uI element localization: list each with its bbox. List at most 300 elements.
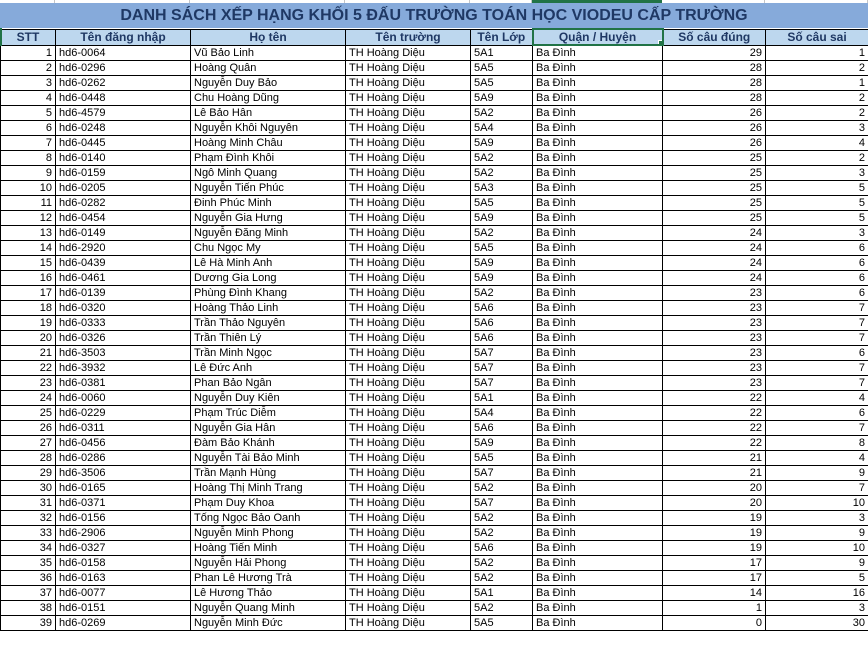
cell-username[interactable]: hd6-2920 [56, 241, 191, 256]
cell-class[interactable]: 5A2 [471, 106, 533, 121]
cell-district[interactable]: Ba Đình [533, 586, 663, 601]
cell-school[interactable]: TH Hoàng Diệu [346, 511, 471, 526]
cell-correct[interactable]: 23 [663, 361, 766, 376]
cell-district[interactable]: Ba Đình [533, 451, 663, 466]
cell-class[interactable]: 5A2 [471, 151, 533, 166]
cell-school[interactable]: TH Hoàng Diệu [346, 361, 471, 376]
cell-stt[interactable]: 31 [1, 496, 56, 511]
cell-fullname[interactable]: Đinh Phúc Minh [191, 196, 346, 211]
cell-username[interactable]: hd6-0159 [56, 166, 191, 181]
cell-stt[interactable]: 25 [1, 406, 56, 421]
cell-correct[interactable]: 23 [663, 301, 766, 316]
cell-stt[interactable]: 5 [1, 106, 56, 121]
cell-stt[interactable]: 7 [1, 136, 56, 151]
cell-fullname[interactable]: Chu Hoàng Dũng [191, 91, 346, 106]
cell-district[interactable]: Ba Đình [533, 121, 663, 136]
cell-fullname[interactable]: Trần Minh Ngọc [191, 346, 346, 361]
cell-wrong[interactable]: 7 [766, 376, 868, 391]
cell-district[interactable]: Ba Đình [533, 541, 663, 556]
cell-correct[interactable]: 23 [663, 286, 766, 301]
cell-username[interactable]: hd6-0151 [56, 601, 191, 616]
cell-wrong[interactable]: 3 [766, 601, 868, 616]
cell-fullname[interactable]: Hoàng Thị Minh Trang [191, 481, 346, 496]
cell-school[interactable]: TH Hoàng Diệu [346, 196, 471, 211]
cell-school[interactable]: TH Hoàng Diệu [346, 256, 471, 271]
cell-username[interactable]: hd6-0156 [56, 511, 191, 526]
cell-correct[interactable]: 22 [663, 436, 766, 451]
cell-school[interactable]: TH Hoàng Diệu [346, 421, 471, 436]
cell-school[interactable]: TH Hoàng Diệu [346, 406, 471, 421]
cell-username[interactable]: hd6-0060 [56, 391, 191, 406]
cell-district[interactable]: Ba Đình [533, 256, 663, 271]
cell-stt[interactable]: 8 [1, 151, 56, 166]
cell-stt[interactable]: 30 [1, 481, 56, 496]
cell-correct[interactable]: 28 [663, 76, 766, 91]
cell-wrong[interactable]: 5 [766, 571, 868, 586]
cell-username[interactable]: hd6-0165 [56, 481, 191, 496]
cell-fullname[interactable]: Nguyễn Quang Minh [191, 601, 346, 616]
cell-wrong[interactable]: 5 [766, 181, 868, 196]
cell-school[interactable]: TH Hoàng Diệu [346, 76, 471, 91]
cell-stt[interactable]: 32 [1, 511, 56, 526]
cell-fullname[interactable]: Phan Lê Hương Trà [191, 571, 346, 586]
cell-wrong[interactable]: 4 [766, 136, 868, 151]
cell-stt[interactable]: 23 [1, 376, 56, 391]
cell-wrong[interactable]: 2 [766, 106, 868, 121]
cell-class[interactable]: 5A2 [471, 556, 533, 571]
cell-district[interactable]: Ba Đình [533, 196, 663, 211]
cell-class[interactable]: 5A5 [471, 61, 533, 76]
cell-correct[interactable]: 21 [663, 466, 766, 481]
cell-fullname[interactable]: Đàm Bảo Khánh [191, 436, 346, 451]
cell-correct[interactable]: 28 [663, 91, 766, 106]
cell-school[interactable]: TH Hoàng Diệu [346, 601, 471, 616]
cell-district[interactable]: Ba Đình [533, 466, 663, 481]
cell-fullname[interactable]: Nguyễn Duy Bảo [191, 76, 346, 91]
cell-class[interactable]: 5A9 [471, 91, 533, 106]
cell-correct[interactable]: 26 [663, 106, 766, 121]
cell-stt[interactable]: 16 [1, 271, 56, 286]
cell-class[interactable]: 5A2 [471, 601, 533, 616]
cell-stt[interactable]: 26 [1, 421, 56, 436]
cell-fullname[interactable]: Lê Đức Anh [191, 361, 346, 376]
column-header-class[interactable]: Tên Lớp [471, 29, 533, 45]
cell-correct[interactable]: 24 [663, 271, 766, 286]
cell-district[interactable]: Ba Đình [533, 226, 663, 241]
cell-stt[interactable]: 22 [1, 361, 56, 376]
cell-school[interactable]: TH Hoàng Diệu [346, 151, 471, 166]
cell-wrong[interactable]: 2 [766, 151, 868, 166]
cell-correct[interactable]: 25 [663, 151, 766, 166]
cell-fullname[interactable]: Phan Bảo Ngân [191, 376, 346, 391]
cell-school[interactable]: TH Hoàng Diệu [346, 166, 471, 181]
cell-class[interactable]: 5A5 [471, 76, 533, 91]
cell-username[interactable]: hd6-0282 [56, 196, 191, 211]
cell-fullname[interactable]: Nguyễn Hải Phong [191, 556, 346, 571]
cell-school[interactable]: TH Hoàng Diệu [346, 526, 471, 541]
cell-wrong[interactable]: 5 [766, 196, 868, 211]
cell-username[interactable]: hd6-0371 [56, 496, 191, 511]
cell-wrong[interactable]: 6 [766, 271, 868, 286]
cell-stt[interactable]: 9 [1, 166, 56, 181]
cell-district[interactable]: Ba Đình [533, 136, 663, 151]
cell-class[interactable]: 5A4 [471, 121, 533, 136]
cell-class[interactable]: 5A6 [471, 301, 533, 316]
cell-school[interactable]: TH Hoàng Diệu [346, 616, 471, 631]
cell-stt[interactable]: 33 [1, 526, 56, 541]
cell-fullname[interactable]: Trần Thiên Lý [191, 331, 346, 346]
cell-school[interactable]: TH Hoàng Diệu [346, 586, 471, 601]
cell-correct[interactable]: 20 [663, 481, 766, 496]
cell-district[interactable]: Ba Đình [533, 406, 663, 421]
cell-stt[interactable]: 29 [1, 466, 56, 481]
cell-wrong[interactable]: 2 [766, 61, 868, 76]
cell-fullname[interactable]: Vũ Bảo Linh [191, 45, 346, 61]
cell-wrong[interactable]: 10 [766, 496, 868, 511]
cell-username[interactable]: hd6-0448 [56, 91, 191, 106]
cell-school[interactable]: TH Hoàng Diệu [346, 181, 471, 196]
cell-correct[interactable]: 22 [663, 391, 766, 406]
cell-stt[interactable]: 34 [1, 541, 56, 556]
cell-stt[interactable]: 12 [1, 211, 56, 226]
cell-fullname[interactable]: Trần Thảo Nguyên [191, 316, 346, 331]
cell-username[interactable]: hd6-0333 [56, 316, 191, 331]
cell-class[interactable]: 5A9 [471, 211, 533, 226]
cell-wrong[interactable]: 6 [766, 241, 868, 256]
cell-district[interactable]: Ba Đình [533, 106, 663, 121]
column-header-wrong[interactable]: Số câu sai [766, 29, 868, 45]
cell-username[interactable]: hd6-0139 [56, 286, 191, 301]
cell-district[interactable]: Ba Đình [533, 331, 663, 346]
cell-correct[interactable]: 20 [663, 496, 766, 511]
cell-stt[interactable]: 14 [1, 241, 56, 256]
cell-wrong[interactable]: 16 [766, 586, 868, 601]
cell-fullname[interactable]: Nguyễn Gia Hưng [191, 211, 346, 226]
cell-stt[interactable]: 39 [1, 616, 56, 631]
cell-class[interactable]: 5A4 [471, 406, 533, 421]
cell-wrong[interactable]: 6 [766, 286, 868, 301]
cell-stt[interactable]: 19 [1, 316, 56, 331]
cell-wrong[interactable]: 8 [766, 436, 868, 451]
cell-class[interactable]: 5A7 [471, 346, 533, 361]
cell-class[interactable]: 5A1 [471, 586, 533, 601]
cell-school[interactable]: TH Hoàng Diệu [346, 436, 471, 451]
cell-fullname[interactable]: Lê Hương Thảo [191, 586, 346, 601]
cell-username[interactable]: hd6-0296 [56, 61, 191, 76]
cell-class[interactable]: 5A7 [471, 361, 533, 376]
cell-wrong[interactable]: 7 [766, 481, 868, 496]
cell-correct[interactable]: 23 [663, 331, 766, 346]
cell-correct[interactable]: 24 [663, 256, 766, 271]
cell-fullname[interactable]: Tống Ngọc Bảo Oanh [191, 511, 346, 526]
title-bar[interactable] [0, 3, 868, 28]
cell-username[interactable]: hd6-0456 [56, 436, 191, 451]
cell-school[interactable]: TH Hoàng Diệu [346, 226, 471, 241]
cell-fullname[interactable]: Lê Bảo Hân [191, 106, 346, 121]
cell-stt[interactable]: 35 [1, 556, 56, 571]
cell-wrong[interactable]: 2 [766, 91, 868, 106]
cell-class[interactable]: 5A2 [471, 511, 533, 526]
cell-class[interactable]: 5A6 [471, 331, 533, 346]
cell-district[interactable]: Ba Đình [533, 211, 663, 226]
cell-district[interactable]: Ba Đình [533, 346, 663, 361]
cell-username[interactable]: hd6-0381 [56, 376, 191, 391]
cell-district[interactable]: Ba Đình [533, 61, 663, 76]
cell-wrong[interactable]: 10 [766, 541, 868, 556]
cell-stt[interactable]: 21 [1, 346, 56, 361]
cell-class[interactable]: 5A2 [471, 571, 533, 586]
cell-username[interactable]: hd6-0248 [56, 121, 191, 136]
cell-district[interactable]: Ba Đình [533, 496, 663, 511]
cell-wrong[interactable]: 7 [766, 361, 868, 376]
cell-school[interactable]: TH Hoàng Diệu [346, 541, 471, 556]
cell-username[interactable]: hd6-0205 [56, 181, 191, 196]
cell-fullname[interactable]: Nguyễn Minh Đức [191, 616, 346, 631]
cell-username[interactable]: hd6-2906 [56, 526, 191, 541]
cell-wrong[interactable]: 3 [766, 121, 868, 136]
cell-correct[interactable]: 23 [663, 376, 766, 391]
cell-username[interactable]: hd6-0327 [56, 541, 191, 556]
cell-stt[interactable]: 38 [1, 601, 56, 616]
cell-school[interactable]: TH Hoàng Diệu [346, 106, 471, 121]
cell-username[interactable]: hd6-3932 [56, 361, 191, 376]
cell-correct[interactable]: 17 [663, 571, 766, 586]
cell-correct[interactable]: 22 [663, 406, 766, 421]
cell-wrong[interactable]: 4 [766, 451, 868, 466]
cell-district[interactable]: Ba Đình [533, 421, 663, 436]
cell-wrong[interactable]: 7 [766, 301, 868, 316]
cell-school[interactable]: TH Hoàng Diệu [346, 316, 471, 331]
cell-correct[interactable]: 19 [663, 541, 766, 556]
cell-school[interactable]: TH Hoàng Diệu [346, 136, 471, 151]
cell-school[interactable]: TH Hoàng Diệu [346, 556, 471, 571]
cell-class[interactable]: 5A2 [471, 526, 533, 541]
cell-username[interactable]: hd6-0229 [56, 406, 191, 421]
cell-stt[interactable]: 37 [1, 586, 56, 601]
column-header-stt[interactable]: STT [1, 29, 56, 45]
cell-stt[interactable]: 4 [1, 91, 56, 106]
cell-wrong[interactable]: 1 [766, 45, 868, 61]
cell-username[interactable]: hd6-0163 [56, 571, 191, 586]
cell-correct[interactable]: 24 [663, 241, 766, 256]
cell-username[interactable]: hd6-0140 [56, 151, 191, 166]
cell-wrong[interactable]: 9 [766, 556, 868, 571]
column-header-correct[interactable]: Số câu đúng [663, 29, 766, 45]
cell-stt[interactable]: 18 [1, 301, 56, 316]
cell-school[interactable]: TH Hoàng Diệu [346, 496, 471, 511]
cell-fullname[interactable]: Hoàng Tiến Minh [191, 541, 346, 556]
cell-school[interactable]: TH Hoàng Diệu [346, 481, 471, 496]
cell-correct[interactable]: 29 [663, 45, 766, 61]
cell-username[interactable]: hd6-4579 [56, 106, 191, 121]
cell-class[interactable]: 5A3 [471, 181, 533, 196]
cell-correct[interactable]: 26 [663, 121, 766, 136]
cell-fullname[interactable]: Nguyễn Khôi Nguyên [191, 121, 346, 136]
cell-wrong[interactable]: 6 [766, 256, 868, 271]
cell-correct[interactable]: 24 [663, 226, 766, 241]
cell-correct[interactable]: 0 [663, 616, 766, 631]
cell-stt[interactable]: 6 [1, 121, 56, 136]
cell-correct[interactable]: 19 [663, 511, 766, 526]
cell-district[interactable]: Ba Đình [533, 271, 663, 286]
cell-school[interactable]: TH Hoàng Diệu [346, 301, 471, 316]
cell-fullname[interactable]: Trần Mạnh Hùng [191, 466, 346, 481]
cell-username[interactable]: hd6-0461 [56, 271, 191, 286]
cell-username[interactable]: hd6-0269 [56, 616, 191, 631]
cell-school[interactable]: TH Hoàng Diệu [346, 121, 471, 136]
cell-class[interactable]: 5A5 [471, 616, 533, 631]
cell-correct[interactable]: 1 [663, 601, 766, 616]
cell-district[interactable]: Ba Đình [533, 481, 663, 496]
cell-fullname[interactable]: Phạm Trúc Diễm [191, 406, 346, 421]
cell-class[interactable]: 5A2 [471, 481, 533, 496]
cell-fullname[interactable]: Dương Gia Long [191, 271, 346, 286]
cell-class[interactable]: 5A5 [471, 451, 533, 466]
cell-district[interactable]: Ba Đình [533, 391, 663, 406]
cell-stt[interactable]: 36 [1, 571, 56, 586]
cell-district[interactable]: Ba Đình [533, 511, 663, 526]
cell-wrong[interactable]: 3 [766, 226, 868, 241]
cell-class[interactable]: 5A6 [471, 316, 533, 331]
cell-class[interactable]: 5A9 [471, 436, 533, 451]
cell-school[interactable]: TH Hoàng Diệu [346, 286, 471, 301]
cell-class[interactable]: 5A6 [471, 541, 533, 556]
cell-fullname[interactable]: Lê Hà Minh Anh [191, 256, 346, 271]
cell-class[interactable]: 5A7 [471, 376, 533, 391]
cell-class[interactable]: 5A2 [471, 226, 533, 241]
cell-district[interactable]: Ba Đình [533, 301, 663, 316]
cell-wrong[interactable]: 7 [766, 421, 868, 436]
cell-school[interactable]: TH Hoàng Diệu [346, 346, 471, 361]
cell-school[interactable]: TH Hoàng Diệu [346, 271, 471, 286]
cell-username[interactable]: hd6-3506 [56, 466, 191, 481]
cell-stt[interactable]: 17 [1, 286, 56, 301]
cell-stt[interactable]: 10 [1, 181, 56, 196]
cell-fullname[interactable]: Nguyễn Duy Kiên [191, 391, 346, 406]
cell-district[interactable]: Ba Đình [533, 361, 663, 376]
cell-district[interactable]: Ba Đình [533, 601, 663, 616]
cell-correct[interactable]: 23 [663, 346, 766, 361]
cell-wrong[interactable]: 9 [766, 526, 868, 541]
cell-fullname[interactable]: Nguyễn Gia Hân [191, 421, 346, 436]
cell-school[interactable]: TH Hoàng Diệu [346, 331, 471, 346]
cell-school[interactable]: TH Hoàng Diệu [346, 466, 471, 481]
cell-wrong[interactable]: 3 [766, 511, 868, 526]
cell-correct[interactable]: 23 [663, 316, 766, 331]
cell-wrong[interactable]: 3 [766, 166, 868, 181]
cell-district[interactable]: Ba Đình [533, 166, 663, 181]
cell-fullname[interactable]: Hoàng Minh Châu [191, 136, 346, 151]
cell-school[interactable]: TH Hoàng Diệu [346, 61, 471, 76]
cell-school[interactable]: TH Hoàng Diệu [346, 211, 471, 226]
cell-correct[interactable]: 25 [663, 181, 766, 196]
cell-district[interactable]: Ba Đình [533, 151, 663, 166]
cell-correct[interactable]: 25 [663, 211, 766, 226]
cell-class[interactable]: 5A2 [471, 166, 533, 181]
cell-district[interactable]: Ba Đình [533, 181, 663, 196]
cell-stt[interactable]: 20 [1, 331, 56, 346]
cell-school[interactable]: TH Hoàng Diệu [346, 241, 471, 256]
cell-class[interactable]: 5A6 [471, 421, 533, 436]
cell-correct[interactable]: 26 [663, 136, 766, 151]
cell-class[interactable]: 5A9 [471, 136, 533, 151]
cell-fullname[interactable]: Chu Ngọc My [191, 241, 346, 256]
cell-district[interactable]: Ba Đình [533, 376, 663, 391]
cell-username[interactable]: hd6-0158 [56, 556, 191, 571]
cell-fullname[interactable]: Ngô Minh Quang [191, 166, 346, 181]
cell-class[interactable]: 5A1 [471, 391, 533, 406]
cell-district[interactable]: Ba Đình [533, 286, 663, 301]
cell-school[interactable]: TH Hoàng Diệu [346, 391, 471, 406]
cell-stt[interactable]: 11 [1, 196, 56, 211]
cell-district[interactable]: Ba Đình [533, 556, 663, 571]
cell-district[interactable]: Ba Đình [533, 91, 663, 106]
cell-class[interactable]: 5A1 [471, 45, 533, 61]
cell-stt[interactable]: 3 [1, 76, 56, 91]
cell-correct[interactable]: 21 [663, 451, 766, 466]
cell-district[interactable]: Ba Đình [533, 526, 663, 541]
cell-class[interactable]: 5A5 [471, 196, 533, 211]
cell-stt[interactable]: 15 [1, 256, 56, 271]
cell-stt[interactable]: 13 [1, 226, 56, 241]
cell-wrong[interactable]: 4 [766, 391, 868, 406]
cell-district[interactable]: Ba Đình [533, 571, 663, 586]
cell-username[interactable]: hd6-0439 [56, 256, 191, 271]
cell-class[interactable]: 5A7 [471, 496, 533, 511]
cell-class[interactable]: 5A5 [471, 241, 533, 256]
cell-wrong[interactable]: 6 [766, 346, 868, 361]
cell-district[interactable]: Ba Đình [533, 45, 663, 61]
column-header-district[interactable]: Quận / Huyện [533, 29, 663, 45]
cell-fullname[interactable]: Phạm Đình Khôi [191, 151, 346, 166]
cell-correct[interactable]: 19 [663, 526, 766, 541]
cell-school[interactable]: TH Hoàng Diệu [346, 376, 471, 391]
column-header-username[interactable]: Tên đăng nhập [56, 29, 191, 45]
cell-class[interactable]: 5A2 [471, 286, 533, 301]
cell-wrong[interactable]: 5 [766, 211, 868, 226]
cell-fullname[interactable]: Nguyễn Tiến Phúc [191, 181, 346, 196]
cell-school[interactable]: TH Hoàng Diệu [346, 91, 471, 106]
cell-stt[interactable]: 2 [1, 61, 56, 76]
cell-correct[interactable]: 14 [663, 586, 766, 601]
cell-wrong[interactable]: 30 [766, 616, 868, 631]
cell-correct[interactable]: 28 [663, 61, 766, 76]
cell-wrong[interactable]: 1 [766, 76, 868, 91]
cell-username[interactable]: hd6-0286 [56, 451, 191, 466]
cell-class[interactable]: 5A7 [471, 466, 533, 481]
cell-district[interactable]: Ba Đình [533, 76, 663, 91]
cell-district[interactable]: Ba Đình [533, 616, 663, 631]
cell-fullname[interactable]: Nguyễn Đăng Minh [191, 226, 346, 241]
cell-fullname[interactable]: Nguyễn Minh Phong [191, 526, 346, 541]
cell-wrong[interactable]: 7 [766, 331, 868, 346]
cell-username[interactable]: hd6-0077 [56, 586, 191, 601]
cell-wrong[interactable]: 9 [766, 466, 868, 481]
cell-username[interactable]: hd6-0320 [56, 301, 191, 316]
cell-stt[interactable]: 1 [1, 45, 56, 61]
column-header-fullname[interactable]: Họ tên [191, 29, 346, 45]
column-header-school[interactable]: Tên trường [346, 29, 471, 45]
cell-stt[interactable]: 28 [1, 451, 56, 466]
cell-fullname[interactable]: Phạm Duy Khoa [191, 496, 346, 511]
cell-correct[interactable]: 25 [663, 196, 766, 211]
cell-correct[interactable]: 17 [663, 556, 766, 571]
cell-username[interactable]: hd6-0454 [56, 211, 191, 226]
cell-district[interactable]: Ba Đình [533, 436, 663, 451]
cell-username[interactable]: hd6-3503 [56, 346, 191, 361]
cell-fullname[interactable]: Phùng Đình Khang [191, 286, 346, 301]
cell-stt[interactable]: 24 [1, 391, 56, 406]
